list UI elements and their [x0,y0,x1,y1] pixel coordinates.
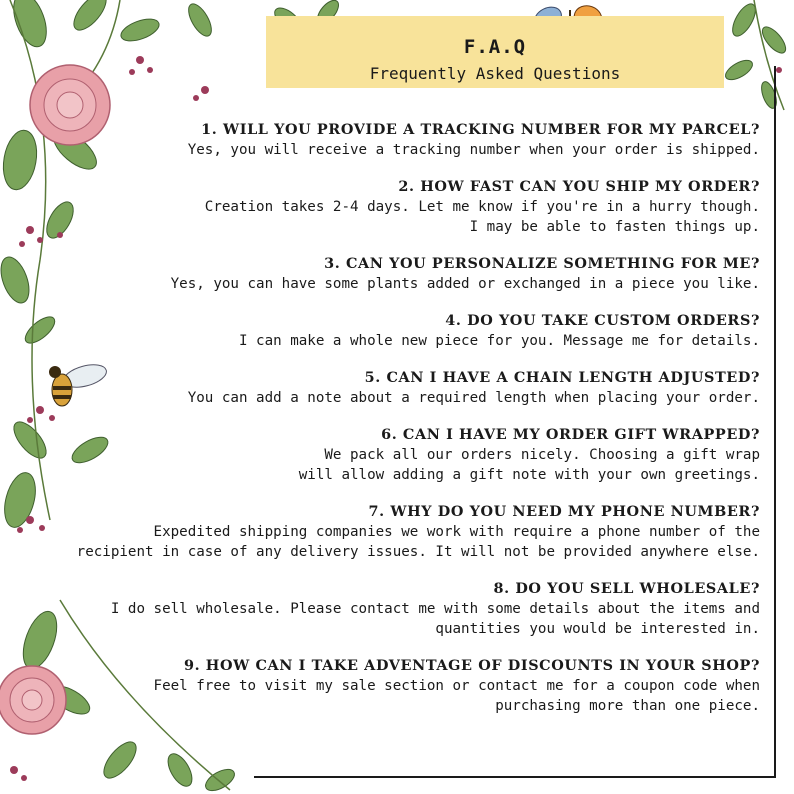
faq-answer: I can make a whole new piece for you. Message me for details. [238,333,760,349]
faq-answer: I do sell wholesale. Please contact me with some details about the items and quantities you would be interested in. [110,601,760,637]
faq-item [0,368,760,408]
faq-question: 8. DO YOU SELL WHOLESALE? [493,580,760,597]
frame-right-border [774,66,776,778]
page-title: F.A.Q [463,36,527,58]
faq-header [266,16,724,88]
faq-answer: Yes, you will receive a tracking number when your order is shipped. [187,142,760,158]
faq-item [0,656,760,716]
faq-item [0,579,760,639]
faq-answer: We pack all our orders nicely. Choosing a gift wrap will allow adding a gift note with your own greetings. [298,447,760,483]
page-subtitle: Frequently Asked Questions [369,64,621,83]
faq-answer: Yes, you can have some plants added or exchanged in a piece you like. [170,276,760,292]
faq-item [0,254,760,294]
faq-item [0,502,760,562]
faq-answer: Expedited shipping companies we work with require a phone number of the recipient in case of any delivery issues. It will not be provided anywhere else. [76,524,760,560]
faq-item [0,311,760,351]
faq-question: 1. WILL YOU PROVIDE A TRACKING NUMBER FOR MY PARCEL? [201,121,760,138]
faq-item [0,120,760,160]
faq-answer: Creation takes 2-4 days. Let me know if you're in a hurry though. I may be able to fasten things up. [204,199,760,235]
faq-question: 4. DO YOU TAKE CUSTOM ORDERS? [445,312,760,329]
faq-list [0,120,760,733]
faq-question: 7. WHY DO YOU NEED MY PHONE NUMBER? [368,503,760,520]
faq-item [0,177,760,237]
faq-answer: You can add a note about a required length when placing your order. [187,390,760,406]
faq-answer: Feel free to visit my sale section or contact me for a coupon code when purchasing more than one piece. [153,678,760,714]
faq-question: 2. HOW FAST CAN YOU SHIP MY ORDER? [398,178,760,195]
faq-item [0,425,760,485]
faq-question: 5. CAN I HAVE A CHAIN LENGTH ADJUSTED? [364,369,760,386]
frame-bottom-border [254,776,776,778]
faq-question: 3. CAN YOU PERSONALIZE SOMETHING FOR ME? [324,255,760,272]
faq-question: 9. HOW CAN I TAKE ADVENTAGE OF DISCOUNTS IN YOUR SHOP? [183,657,760,674]
faq-question: 6. CAN I HAVE MY ORDER GIFT WRAPPED? [381,426,760,443]
